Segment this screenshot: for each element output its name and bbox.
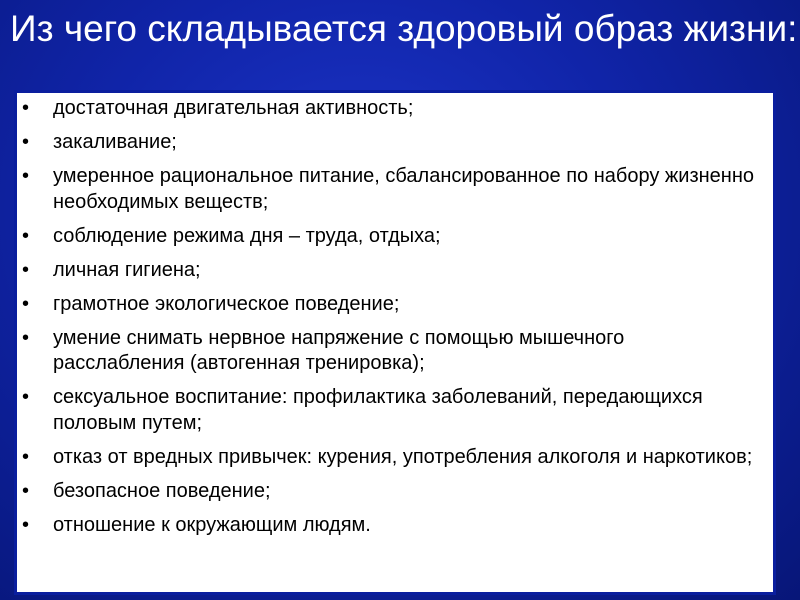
list-item [17,445,773,471]
list-item [17,224,773,250]
list-item-text: безопасное поведение; [53,479,271,502]
list-item-text: сексуальное воспитание: профилактика заболеваний, передающихся половым путем; [53,386,703,434]
bullet-icon: • [22,445,30,468]
bullet-icon: • [22,292,30,315]
bullet-icon: • [22,479,30,502]
list-item [17,513,773,539]
list-item-text: грамотное экологическое поведение; [53,292,400,315]
bullet-icon: • [22,131,30,153]
bullet-icon: • [22,258,30,281]
bullet-list [17,96,773,547]
list-item [17,292,773,318]
bullet-icon: • [22,386,30,408]
list-item [17,130,773,156]
list-item [17,385,773,436]
bullet-icon: • [22,97,30,119]
list-item-text: личная гигиена; [53,258,201,281]
list-item-text: умение снимать нервное напряжение с помощью мышечного расслабления (автогенная тренировка); [53,326,625,374]
list-item-text: отказ от вредных привычек: курения, употребления алкоголя и наркотиков; [53,445,753,468]
list-item [17,326,773,377]
list-item [17,479,773,505]
bullet-icon: • [22,326,30,349]
slide-title: Из чего складывается здоровый образ жизни: [10,8,798,49]
bullet-icon: • [22,224,30,247]
list-item-text: соблюдение режима дня – труда, отдыха; [53,224,441,247]
list-item-text: отношение к окружающим людям. [53,513,371,536]
bullet-icon: • [22,165,30,187]
list-item [17,258,773,284]
list-item [17,96,773,122]
list-item [17,164,773,215]
list-item-text: умеренное рациональное питание, сбалансированное по набору жизненно необходимых веществ; [53,165,755,213]
list-item-text: закаливание; [53,131,177,153]
list-item-text: достаточная двигательная активность; [53,97,414,119]
content-box [14,90,776,595]
bullet-icon: • [22,513,30,536]
